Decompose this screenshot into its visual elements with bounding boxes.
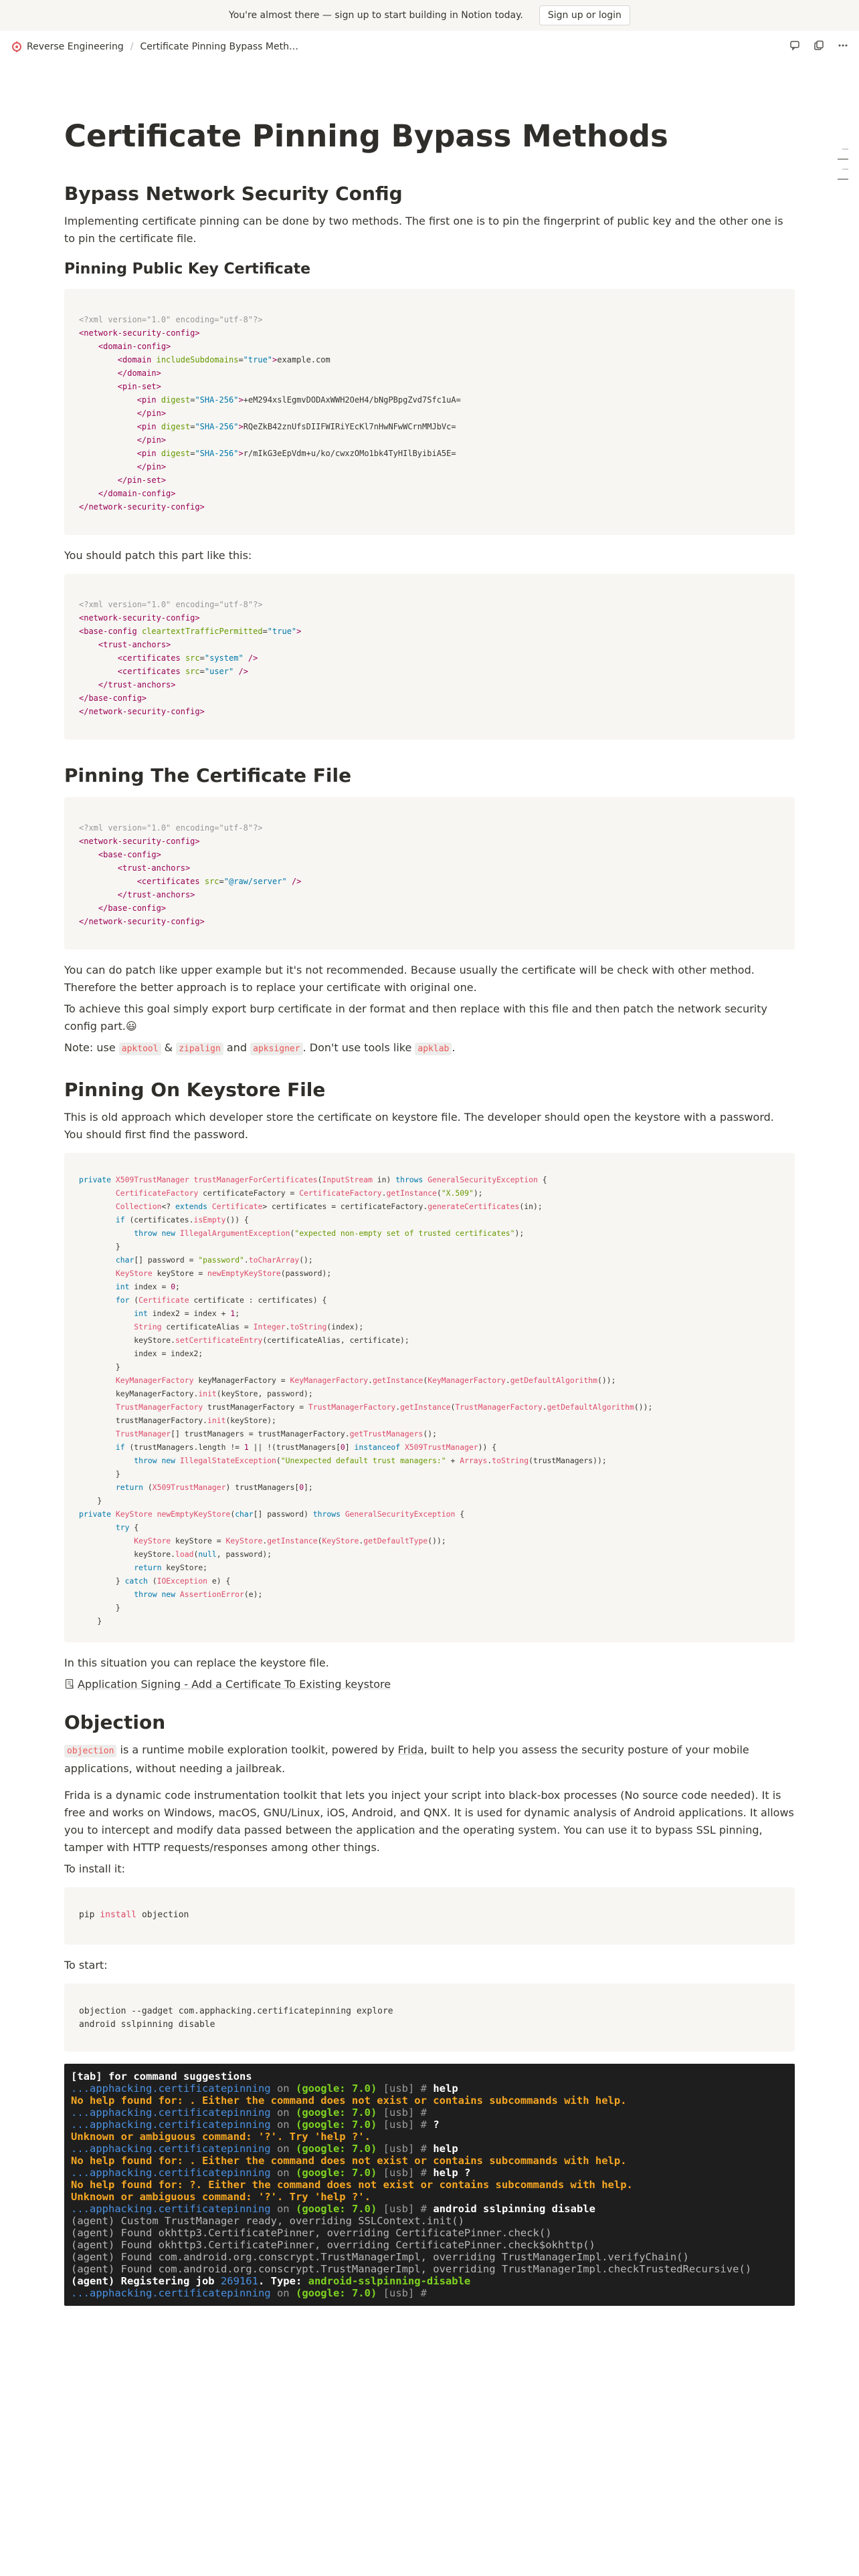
- terminal-command: help: [433, 2143, 458, 2155]
- prompt-package: ...apphacking.certificatepinning: [71, 2203, 271, 2215]
- prompt-usb: [usb] #: [383, 2287, 427, 2299]
- terminal-job-type: android-sslpinning-disable: [308, 2275, 471, 2287]
- duplicate-icon[interactable]: [814, 40, 824, 53]
- breadcrumb-parent[interactable]: [11, 41, 124, 53]
- note-text: . Don't use tools like: [302, 1041, 415, 1054]
- code-apktool: apktool: [119, 1043, 161, 1055]
- terminal-command: help: [433, 2082, 458, 2095]
- prompt-on: on: [276, 2107, 290, 2119]
- terminal-agent-line: (agent) Found com.android.org.conscrypt.TrustManagerImpl, overriding TrustManagerImpl.checkTrustedRecursive(): [71, 2263, 752, 2275]
- prompt-usb: [usb] #: [383, 2143, 427, 2155]
- terminal-agent-line: (agent) Found com.android.org.conscrypt.TrustManagerImpl, overriding TrustManagerImpl.verifyChain(): [71, 2251, 689, 2263]
- paragraph-install: To install it:: [64, 1862, 126, 1875]
- terminal-command: ?: [464, 2167, 471, 2179]
- code-zipalign: zipalign: [176, 1043, 223, 1055]
- terminal-screenshot: [64, 2064, 795, 2306]
- paragraph-start: To start:: [64, 1959, 108, 1971]
- prompt-usb: [usb] #: [383, 2082, 427, 2095]
- breadcrumb-separator: /: [130, 41, 134, 52]
- code-block-keystore-java[interactable]: private X509TrustManager trustManagerForCertificates(InputStream in) throws GeneralSecurityException { CertificateFactory certificateFactory = CertificateFactory.getInstance("X.509"); Collection<? extends Certificate> certificates = certificateFactory.generateCertificates(in); if (certificates.isEmpty()) { throw new IllegalArgumentException("expected non-empty set of trusted certificates"); } char[] password = "password".toCharArray(); KeyStore keyStore = newEmptyKeyStore(password); int index = 0; for (Certificate certificate : certificates) { int index2 = index + 1; String certificateAlias = Integer.toString(index); keyStore.setCertificateEntry(certificateAlias, certificate); index = index2; } KeyManagerFactory keyManagerFactory = KeyManagerFactory.getInstance(KeyManagerFactory.getDefaultAlgorithm()); keyManagerFactory.init(keyStore, password); TrustManagerFactory trustManagerFactory = TrustManagerFactory.getInstance(TrustManagerFactory.getDefaultAlgorithm()); trustManagerFactory.init(keyStore); TrustManager[] trustManagers = trustManagerFactory.getTrustManagers(); if (trustManagers.length != 1 || !(trustManagers[0] instanceof X509TrustManager)) { throw new IllegalStateException("Unexpected default trust managers:" + Arrays.toString(trustManagers)); } return (X509TrustManager) trustManagers[0]; } private KeyStore newEmptyKeyStore(char[] password) throws GeneralSecurityException { try { KeyStore keyStore = KeyStore.getInstance(KeyStore.getDefaultType()); keyStore.load(null, password); return keyStore; } catch (IOException e) { throw new AssertionError(e); } }: [64, 1153, 795, 1642]
- paragraph-frida: Frida is a dynamic code instrumentation toolkit that lets you inject your script into black-box processes (No source code needed). It is free and works on Windows, macOS, GNU/Linux, iOS, Android, and QNX. It is used for dynamic analysis of Android applications. It allows you to intercept and modify data passed between the application and the operating system. You can use it to bypass SSL pinning, tamper with HTTP requests/responses among other things.: [64, 1789, 794, 1854]
- link-application-signing-label: Application Signing - Add a Certificate To Existing keystore: [78, 1678, 391, 1691]
- heading-pinning-public-key: Pinning Public Key Certificate: [64, 261, 311, 278]
- prompt-device: (google: 7.0): [295, 2167, 377, 2179]
- terminal-command: help: [433, 2167, 458, 2179]
- code-apklab: apklab: [415, 1043, 452, 1055]
- terminal-error: Unknown or ambiguous command: '?'. Try 'help ?'.: [71, 2131, 371, 2143]
- paragraph-replace-keystore: In this situation you can replace the keystore file.: [64, 1656, 329, 1669]
- heading-objection: Objection: [64, 1711, 166, 1733]
- paragraph-patch: You should patch this part like this:: [64, 549, 252, 562]
- prompt-usb: [usb] #: [383, 2167, 427, 2179]
- terminal-command: ?: [433, 2119, 440, 2131]
- prompt-package: ...apphacking.certificatepinning: [71, 2107, 271, 2119]
- terminal-error: No help found for: ?. Either the command does not exist or contains subcommands with help.: [71, 2179, 633, 2191]
- table-of-contents-markers[interactable]: [838, 148, 848, 189]
- prompt-usb: [usb] #: [383, 2119, 427, 2131]
- more-options-icon[interactable]: [838, 40, 848, 53]
- terminal-error: No help found for: . Either the command does not exist or contains subcommands with help.: [71, 2155, 627, 2167]
- code-block-certificate-file[interactable]: <?xml version="1.0" encoding="utf-8"?> <network-security-config> <base-config> <trust-anchors> <certificates src="@raw/server" /> </trust-anchors> </base-config> </network-security-config>: [64, 797, 795, 950]
- terminal-job-id: 269161: [220, 2275, 258, 2287]
- page-title: Certificate Pinning Bypass Methods: [64, 118, 668, 154]
- note-text: .: [452, 1041, 456, 1054]
- prompt-device: (google: 7.0): [295, 2203, 377, 2215]
- breadcrumb-current[interactable]: Certificate Pinning Bypass Meth…: [140, 41, 298, 52]
- prompt-on: on: [276, 2203, 290, 2215]
- terminal-agent-line: (agent) Found okhttp3.CertificatePinner, overriding CertificatePinner.check(): [71, 2227, 552, 2239]
- terminal-agent-line: . Type:: [258, 2275, 308, 2287]
- banner-text: You're almost there — sign up to start building in Notion today.: [229, 10, 523, 21]
- link-frida[interactable]: Frida: [397, 1743, 424, 1756]
- breadcrumb-parent-label: Reverse Engineering: [27, 41, 124, 52]
- note-text: Note: use: [64, 1041, 119, 1054]
- prompt-device: (google: 7.0): [295, 2287, 377, 2299]
- paragraph-objection: [64, 1741, 795, 1778]
- start-command-line1: objection --gadget com.apphacking.certificatepinning explore: [79, 2006, 393, 2016]
- page-link-icon: [64, 1679, 75, 1689]
- note-text: and: [223, 1041, 251, 1054]
- start-command-line2: android sslpinning disable: [79, 2020, 215, 2030]
- signup-banner: [0, 0, 859, 31]
- code-objection: objection: [64, 1745, 116, 1757]
- prompt-package: ...apphacking.certificatepinning: [71, 2082, 271, 2095]
- paragraph-keystore: This is old approach which developer store the certificate on keystore file. The developer should open the keystore with a password. You should first find the password.: [64, 1111, 774, 1141]
- prompt-on: on: [276, 2143, 290, 2155]
- prompt-device: (google: 7.0): [295, 2143, 377, 2155]
- prompt-usb: [usb] #: [383, 2107, 427, 2119]
- prompt-on: on: [276, 2167, 290, 2179]
- prompt-package: ...apphacking.certificatepinning: [71, 2287, 271, 2299]
- install-package: objection: [141, 1910, 189, 1920]
- prompt-package: ...apphacking.certificatepinning: [71, 2119, 271, 2131]
- prompt-device: (google: 7.0): [295, 2082, 377, 2095]
- code-block-public-key-config[interactable]: <?xml version="1.0" encoding="utf-8"?> <network-security-config> <domain-config> <domain includeSubdomains="true">example.com </domain> <pin-set> <pin digest="SHA-256">+eM294xslEgmvDODAxWWH2OeH4/bNgPBpgZvd7Sfc1uA= </pin> <pin digest="SHA-256">RQeZkB42znUfsDIIFWIRiYEcKl7nHwNFwWCrnMMJbVc= </pin> <pin digest="SHA-256">r/mIkG3eEpVdm+u/ko/cwxzOMo1bk4TyHIlByibiA5E= </pin> </pin-set> </domain-config> </network-security-config>: [64, 289, 795, 535]
- heading-bypass-network-security-config: Bypass Network Security Config: [64, 183, 403, 205]
- prompt-device: (google: 7.0): [295, 2107, 377, 2119]
- terminal-line: [tab] for command suggestions: [71, 2070, 252, 2082]
- paragraph-note: [64, 1039, 795, 1058]
- page-content: [64, 118, 795, 2318]
- terminal-agent-line: (agent) Custom TrustManager ready, overriding SSLContext.init(): [71, 2215, 464, 2227]
- code-block-install[interactable]: [64, 1887, 795, 1945]
- terminal-agent-line: (agent) Found okhttp3.CertificatePinner, overriding CertificatePinner.check$okhttp(): [71, 2239, 595, 2251]
- comments-icon[interactable]: [789, 40, 800, 53]
- link-application-signing[interactable]: [64, 1676, 795, 1693]
- install-command: pip: [79, 1910, 95, 1920]
- prompt-usb: [usb] #: [383, 2203, 427, 2215]
- prompt-package: ...apphacking.certificatepinning: [71, 2143, 271, 2155]
- paragraph-cert-1: You can do patch like upper example but it's not recommended. Because usually the certificate will be check with other method. Therefore the better approach is to replace your certificate with original one.: [64, 964, 755, 994]
- code-block-start[interactable]: [64, 1983, 795, 2052]
- prompt-on: on: [276, 2119, 290, 2131]
- objection-text: is a runtime mobile exploration toolkit, powered by: [116, 1743, 398, 1756]
- prompt-package: ...apphacking.certificatepinning: [71, 2167, 271, 2179]
- code-apksigner: apksigner: [250, 1043, 302, 1055]
- terminal-agent-line: (agent) Registering job: [71, 2275, 221, 2287]
- topbar: [0, 35, 859, 59]
- reverse-engineering-page-icon: [11, 41, 23, 53]
- top-actions: [789, 40, 848, 53]
- objection-text: , built to help you assess the security posture of your mobile applications, without needing a jailbreak.: [64, 1743, 749, 1775]
- paragraph-intro: Implementing certificate pinning can be done by two methods. The first one is to pin the fingerprint of public key and the other one is to pin the certificate file.: [64, 215, 783, 245]
- prompt-on: on: [276, 2082, 290, 2095]
- terminal-error: Unknown or ambiguous command: '?'. Try 'help ?'.: [71, 2191, 371, 2203]
- paragraph-cert-2: To achieve this goal simply export burp certificate in der format and then replace with this file and then patch the network security config part.😃: [64, 1002, 767, 1033]
- terminal-command: android sslpinning disable: [433, 2203, 595, 2215]
- heading-pinning-certificate-file: Pinning The Certificate File: [64, 764, 352, 786]
- prompt-on: on: [276, 2287, 290, 2299]
- prompt-device: (google: 7.0): [295, 2119, 377, 2131]
- note-text: &: [161, 1041, 177, 1054]
- code-block-patched-config[interactable]: <?xml version="1.0" encoding="utf-8"?> <network-security-config> <base-config cleartextTrafficPermitted="true"> <trust-anchors> <certificates src="system" /> <certificates src="user" /> </trust-anchors> </base-config> </network-security-config>: [64, 574, 795, 740]
- heading-pinning-keystore: Pinning On Keystore File: [64, 1079, 326, 1101]
- signup-login-button[interactable]: Sign up or login: [539, 5, 630, 25]
- terminal-error: No help found for: . Either the command does not exist or contains subcommands with help.: [71, 2095, 627, 2107]
- install-keyword: install: [100, 1910, 137, 1920]
